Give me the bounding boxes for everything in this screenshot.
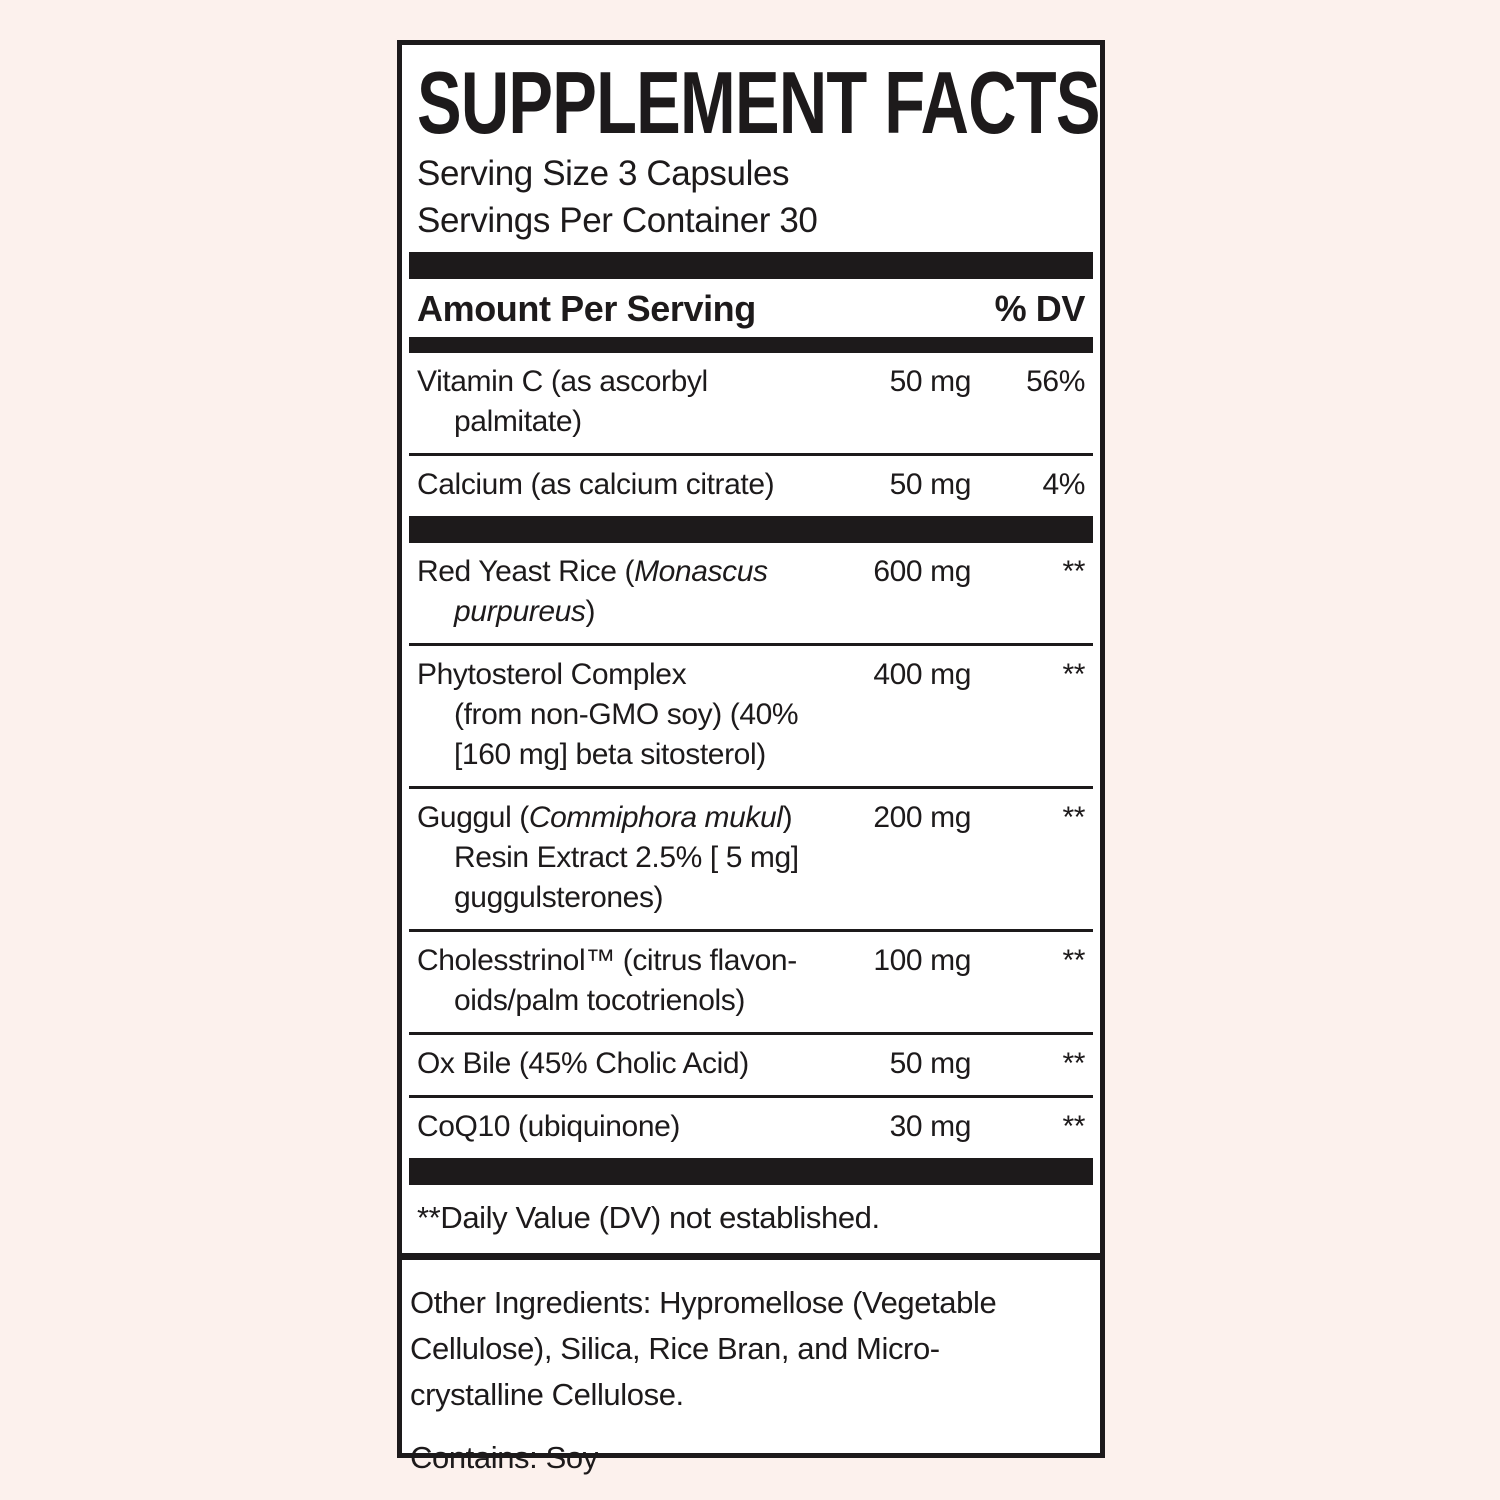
ingredient-name: Ox Bile (45% Cholic Acid) xyxy=(417,1046,749,1080)
amount-per-serving-header: Amount Per Serving xyxy=(417,287,756,329)
ingredient-row xyxy=(409,1095,1093,1158)
daily-value-footnote: **Daily Value (DV) not established. xyxy=(417,1199,880,1235)
ingredient-dv: ** xyxy=(1062,800,1085,834)
ingredient-row xyxy=(409,353,1093,453)
ingredient-dv: ** xyxy=(1062,1046,1085,1080)
ingredient-row xyxy=(409,453,1093,516)
ingredient-rows-group-1 xyxy=(409,353,1093,516)
panel-title: SUPPLEMENT FACTS xyxy=(417,53,1100,152)
ingredient-row xyxy=(409,1032,1093,1095)
ingredient-name: Cholesstrinol™ (citrus flavon- oids/palm tocotrienols) xyxy=(417,943,797,1017)
contains-allergen-note: Contains: Soy xyxy=(410,1439,598,1475)
divider-bar-thick xyxy=(409,252,1093,279)
supplement-facts-content xyxy=(402,45,1100,1253)
ingredient-name: Calcium (as calcium citrate) xyxy=(417,467,775,501)
ingredient-dv: ** xyxy=(1062,943,1085,977)
ingredient-amount: 30 mg xyxy=(889,1109,971,1143)
ingredient-row xyxy=(409,543,1093,643)
ingredient-amount: 400 mg xyxy=(873,657,971,691)
ingredient-dv: ** xyxy=(1062,1109,1085,1143)
supplement-facts-panel xyxy=(397,40,1105,1475)
ingredient-amount: 600 mg xyxy=(873,554,971,588)
ingredient-dv: ** xyxy=(1062,554,1085,588)
ingredient-amount: 50 mg xyxy=(889,467,971,501)
ingredient-dv: 56% xyxy=(1026,364,1085,398)
ingredient-rows-group-2 xyxy=(409,543,1093,1158)
column-header-row xyxy=(409,279,1093,337)
ingredient-name: Red Yeast Rice (Monascus purpureus) xyxy=(417,554,768,628)
ingredient-row xyxy=(409,929,1093,1032)
ingredient-amount: 100 mg xyxy=(873,943,971,977)
serving-size: Serving Size 3 Capsules xyxy=(417,153,790,193)
divider-bar-thick xyxy=(409,1158,1093,1185)
percent-dv-header: % DV xyxy=(994,287,1085,329)
ingredient-name: CoQ10 (ubiquinone) xyxy=(417,1109,680,1143)
ingredient-name: Guggul (Commiphora mukul) Resin Extract 2.5% [ 5 mg] guggulsterones) xyxy=(417,800,799,914)
ingredient-row xyxy=(409,643,1093,786)
other-ingredients-line: Other Ingredients: Hypromellose (Vegetable xyxy=(410,1284,997,1320)
divider-bar-thick xyxy=(409,516,1093,543)
ingredient-dv: ** xyxy=(1062,657,1085,691)
ingredient-dv: 4% xyxy=(1042,467,1085,501)
divider-bar-thin xyxy=(409,337,1093,353)
other-ingredients-section xyxy=(402,1253,1100,1497)
ingredient-amount: 50 mg xyxy=(889,364,971,398)
ingredient-name: Phytosterol Complex (from non-GMO soy) (40% [160 mg] beta sitosterol) xyxy=(417,657,799,771)
ingredient-row xyxy=(409,786,1093,929)
other-ingredients-line: crystalline Cellulose. xyxy=(410,1376,684,1412)
servings-per-container: Servings Per Container 30 xyxy=(417,200,818,240)
ingredient-name: Vitamin C (as ascorbyl palmitate) xyxy=(417,364,708,438)
ingredient-amount: 50 mg xyxy=(889,1046,971,1080)
other-ingredients-line: Cellulose), Silica, Rice Bran, and Micro- xyxy=(410,1330,940,1366)
ingredient-amount: 200 mg xyxy=(873,800,971,834)
